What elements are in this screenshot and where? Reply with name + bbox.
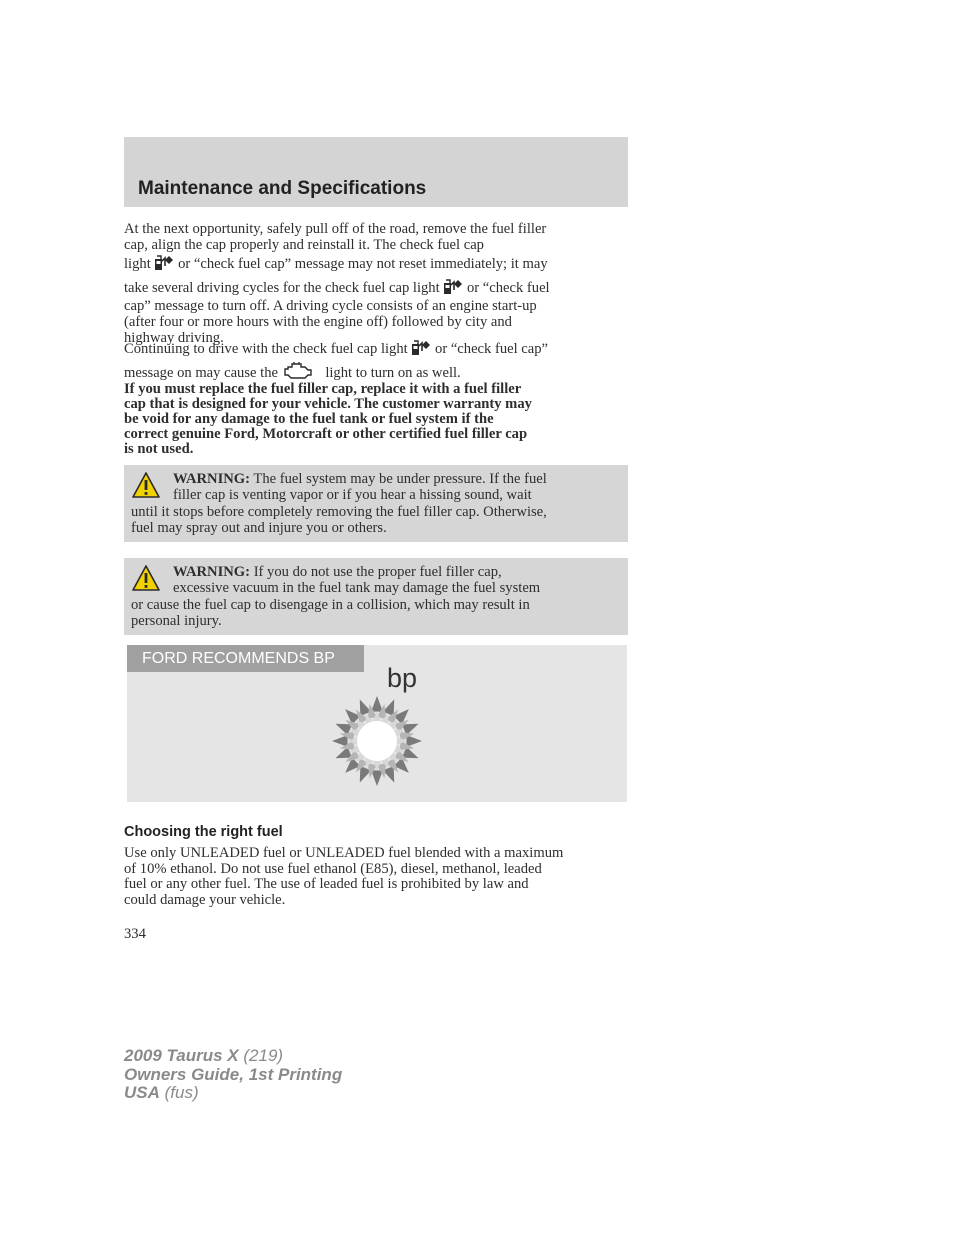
- paragraph-choosing-fuel: Use only UNLEADED fuel or UNLEADED fuel blended with a maximum of 10% ethanol. Do not use fuel ethanol (E85), diesel, methanol, leaded fuel or any other fuel. The use of leaded fuel is prohibited by law and could damage your vehicle.: [124, 845, 564, 908]
- check-fuel-cap-icon: [154, 254, 174, 276]
- paragraph-replace-cap-notice: If you must replace the fuel filler cap, replace it with a fuel filler cap that is designed for your vehicle. The customer warranty may be void for any damage to the fuel tank or fuel system if the correct genuine Ford, Motorcraft or other certified fuel filler cap is not used.: [124, 381, 532, 457]
- page-title: Maintenance and Specifications: [138, 178, 427, 199]
- check-fuel-cap-icon: [411, 339, 431, 362]
- page-number: 334: [124, 926, 146, 942]
- paragraph-continuing-to-drive: Continuing to drive with the check fuel cap light or “check fuel cap” message on may cause the light to turn on as well.: [124, 339, 624, 385]
- section-heading: Choosing the right fuel: [124, 824, 283, 840]
- warning-box-vacuum: WARNING: If you do not use the proper fuel filler cap, excessive vacuum in the fuel tank may damage the fuel system or cause the fuel cap to disengage in a collision, which may result in personal injury.: [124, 558, 628, 635]
- warning-label: WARNING:: [173, 564, 251, 580]
- document-footer: 2009 Taurus X (219) Owners Guide, 1st Printing USA (fus): [124, 1046, 343, 1102]
- check-fuel-cap-icon: [443, 278, 463, 300]
- bp-helios-logo-icon: [331, 695, 423, 791]
- bp-panel-tab: FORD RECOMMENDS BP: [127, 645, 364, 672]
- warning-label: WARNING:: [173, 471, 251, 487]
- warning-box-pressure: WARNING: The fuel system may be under pressure. If the fuel filler cap is venting vapor or if you hear a hissing sound, wait until it stops before completely removing the fuel filler cap. Otherwise, fuel may spray out and injure you or others.: [124, 465, 628, 542]
- ford-recommends-bp-panel: [127, 645, 627, 802]
- paragraph-fuel-cap-reinstall: At the next opportunity, safely pull off of the road, remove the fuel filler cap, align the cap properly and reinstall it. The check fuel cap light or “check fuel cap” message may not reset immediately; it may take several driving cycles for the check fuel cap light or “check fuel cap” message to turn off. A driving cycle consists of an engine start-up (after four or more hours with the engine off) followed by city and highway driving.: [124, 221, 550, 346]
- bp-wordmark: bp: [387, 663, 418, 693]
